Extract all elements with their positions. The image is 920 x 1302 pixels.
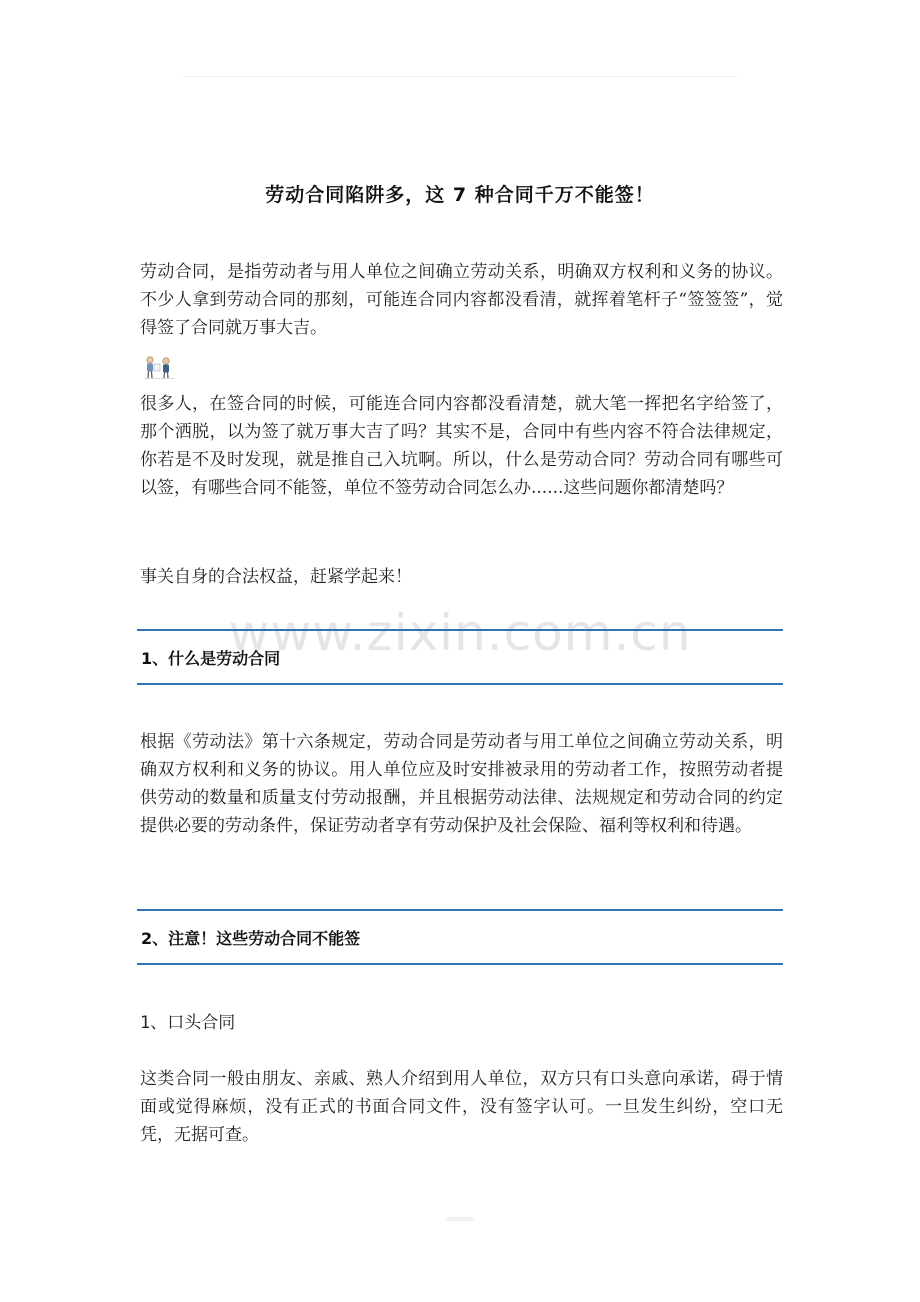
- section-2-title: 2、注意！这些劳动合同不能签: [141, 929, 361, 948]
- people-clipart-icon: [141, 354, 177, 380]
- section-2-header: [137, 909, 783, 965]
- intro-paragraph-3: 事关自身的合法权益，赶紧学起来！: [140, 567, 412, 587]
- page-title: 劳动合同陷阱多，这 7 种合同千万不能签！: [265, 184, 655, 206]
- section-1-body: 根据《劳动法》第十六条规定，劳动合同是劳动者与用工单位之间确立劳动关系，明确双方权利和义务的协议。用人单位应及时安排被录用的劳动者工作，按照劳动者提供劳动的数量和质量支付劳动报酬，并且根据劳动法律、法规规定和劳动合同的约定提供必要的劳动条件，保证劳动者享有劳动保护及社会保险、福利等权利和待遇。: [140, 732, 783, 836]
- section-1-header: [137, 629, 783, 685]
- intro-paragraph-1: 劳动合同，是指劳动者与用人单位之间确立劳动关系，明确双方权利和义务的协议。不少人拿到劳动合同的那刻，可能连合同内容都没看清，就挥着笔杆子“签签签”，觉得签了合同就万事大吉。: [140, 262, 783, 338]
- section-2-body: 这类合同一般由朋友、亲戚、熟人介绍到用人单位，双方只有口头意向承诺，碍于情面或觉得麻烦，没有正式的书面合同文件，没有签字认可。一旦发生纠纷，空口无凭，无据可查。: [140, 1069, 783, 1145]
- watermark: www.zixin.com.cn: [228, 604, 692, 662]
- section-1-title: 1、什么是劳动合同: [141, 649, 281, 668]
- footer-mark: [446, 1217, 474, 1221]
- intro-paragraph-2: 很多人，在签合同的时候，可能连合同内容都没看清楚，就大笔一挥把名字给签了，那个洒脱，以为签了就万事大吉了吗？其实不是，合同中有些内容不符合法律规定，你若是不及时发现，就是推自己入坑啊。所以，什么是劳动合同？劳动合同有哪些可以签，有哪些合同不能签，单位不签劳动合同怎么办......这些问题你都清楚吗？: [140, 394, 783, 498]
- sub-heading-oral-contract: 1、口头合同: [140, 1013, 236, 1033]
- top-divider: [183, 76, 737, 77]
